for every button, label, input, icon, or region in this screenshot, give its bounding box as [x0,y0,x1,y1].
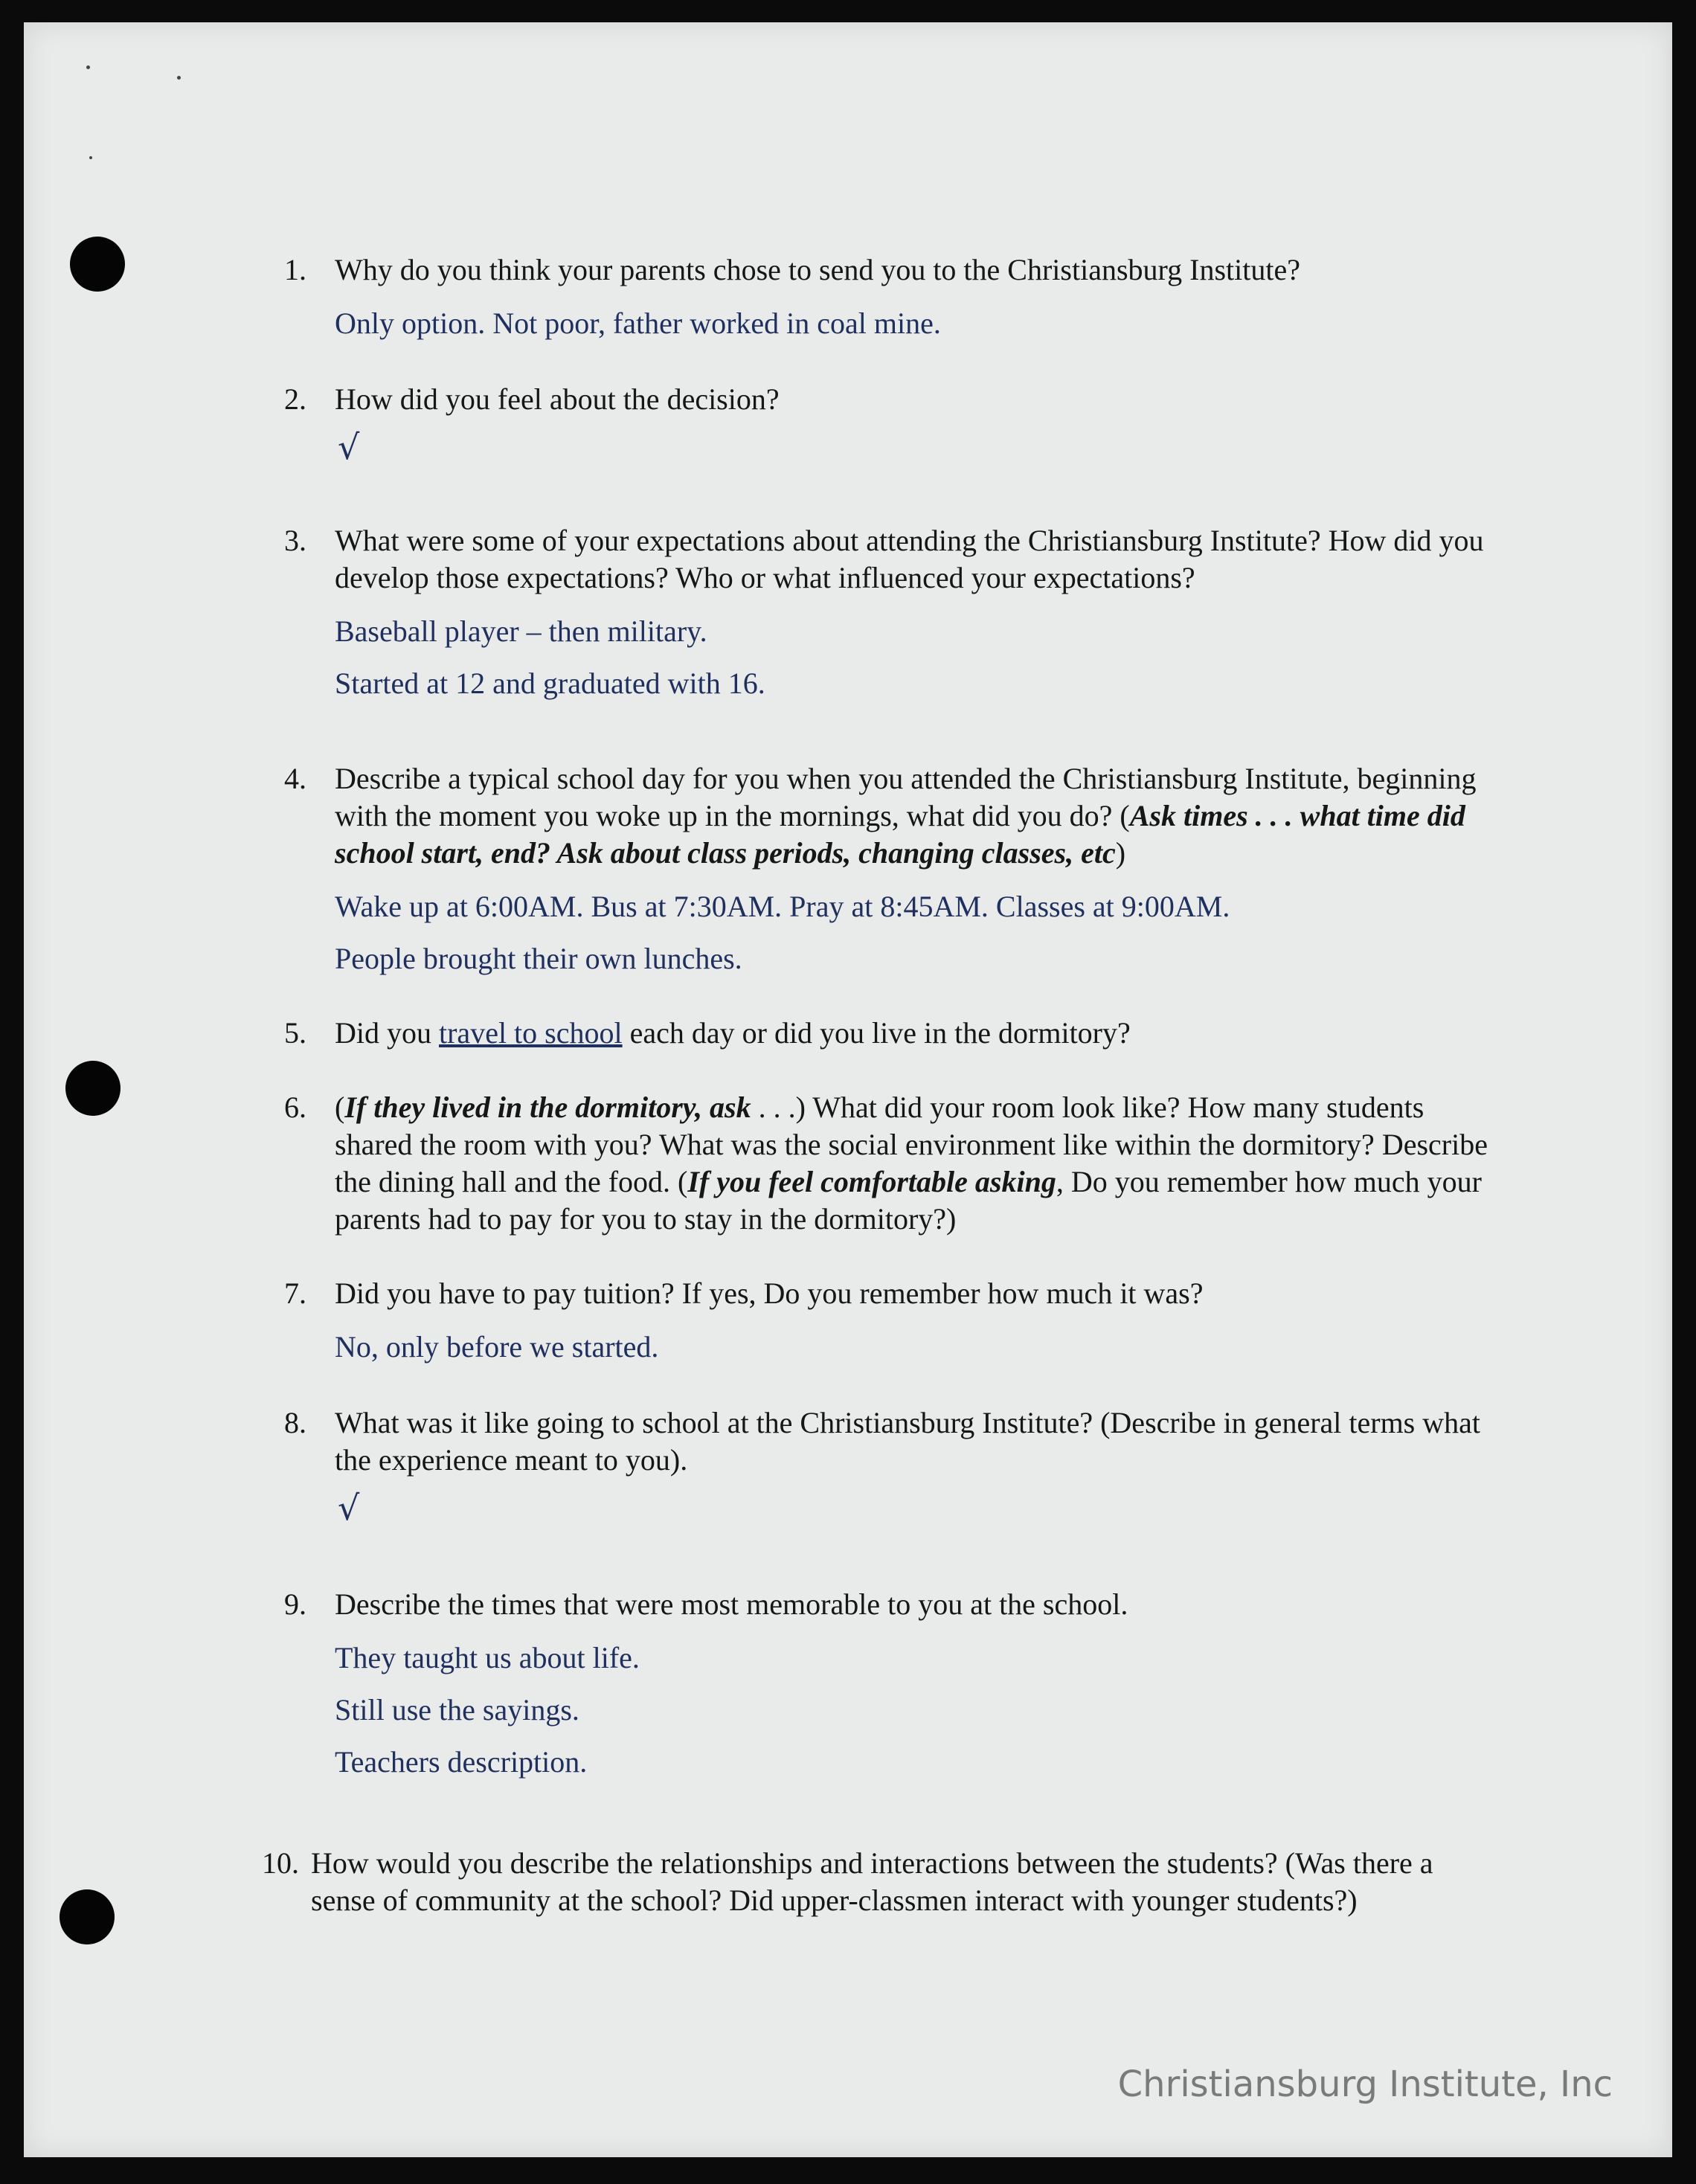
question-number: 1. [284,253,306,286]
question-9 [284,1586,1504,1781]
question-text: Describe the times that were most memorable to you at the school. [335,1587,1128,1621]
speck-mark [177,76,181,80]
answer-line: Only option. Not poor, father worked in coal mine. [335,306,941,340]
question-text: Why do you think your parents chose to send you to the Christiansburg Institute? [335,253,1300,286]
answer-line: Still use the sayings. [335,1693,579,1727]
question-text: How would you describe the relationships and interactions between the students? (Was there a sense of community at the school? Did upper-classmen interact with younger students?) [311,1846,1433,1917]
answer-line: Baseball player – then military. [335,614,707,648]
speck-mark [89,156,92,159]
answer-line: Started at 12 and graduated with 16. [335,667,765,700]
answer-line: They taught us about life. [335,1641,640,1674]
question-text: What were some of your expectations about attending the Christiansburg Institute? How did you develop those expectations? Who or what influenced your expectations? [335,524,1484,594]
question-text-plain: Describe a typical school day for you when you attended the Christiansburg Institute, beginning with the moment you woke up in the mornings, what did you do? ( [335,762,1477,832]
question-text-plain: , Do you remember how much your parents had to pay for you to stay in the dormitory?) [335,1165,1482,1236]
answer-line: Teachers description. [335,1745,588,1779]
question-7 [284,1275,1504,1366]
binder-hole-top [70,237,125,292]
question-number: 2. [284,382,306,416]
question-10 [262,1845,1504,1919]
question-3 [284,522,1504,702]
question-text-plain: Did you [335,1016,439,1050]
interviewer-instruction: Ask times . . . what time did school start, end? Ask about class periods, changing classes, etc [335,799,1465,870]
question-text-plain: ( [335,1091,345,1124]
question-text: Did you have to pay tuition? If yes, Do you remember how much it was? [335,1276,1204,1310]
check-mark: √ [338,427,360,467]
question-number: 3. [284,524,306,557]
interviewer-instruction: If you feel comfortable asking [687,1165,1056,1198]
document-page [24,22,1672,2157]
answer-line: No, only before we started. [335,1330,659,1364]
check-mark: √ [338,1488,360,1528]
interviewer-instruction: If they lived in the dormitory, ask [344,1091,751,1124]
question-number: 10. [262,1846,299,1880]
answer-line: Wake up at 6:00AM. Bus at 7:30AM. Pray at 8:45AM. Classes at 9:00AM. [335,890,1230,923]
question-4 [284,760,1504,977]
question-text: How did you feel about the decision? [335,382,780,416]
question-text: What was it like going to school at the Christiansburg Institute? (Describe in general terms what the experience meant to you). [335,1406,1480,1477]
binder-hole-middle [65,1061,121,1116]
question-text [335,1089,1504,1238]
question-number: 7. [284,1276,306,1310]
question-number: 8. [284,1406,306,1439]
question-text-plain: ) [1115,836,1126,870]
question-number: 5. [284,1016,306,1050]
question-text [335,760,1504,872]
answer-line: People brought their own lunches. [335,942,742,975]
question-number: 9. [284,1587,306,1621]
question-number: 4. [284,762,306,795]
underlined-phrase: travel to school [439,1016,623,1050]
question-text-plain: each day or did you live in the dormitory? [622,1016,1131,1050]
question-5 [284,1015,1504,1052]
binder-hole-bottom [60,1889,115,1944]
question-6 [284,1089,1504,1238]
question-2 [284,381,1504,466]
question-text-plain: . . .) What did your room look like? How many students shared the room with you? What was the social environment like within the dormitory? Describe the dining hall and the food. ( [335,1091,1488,1198]
question-1 [284,251,1504,342]
question-8 [284,1404,1504,1526]
speck-mark [86,65,90,69]
watermark-text: Christiansburg Institute, Inc [1117,2063,1613,2105]
question-text [335,1015,1504,1052]
question-number: 6. [284,1091,306,1124]
